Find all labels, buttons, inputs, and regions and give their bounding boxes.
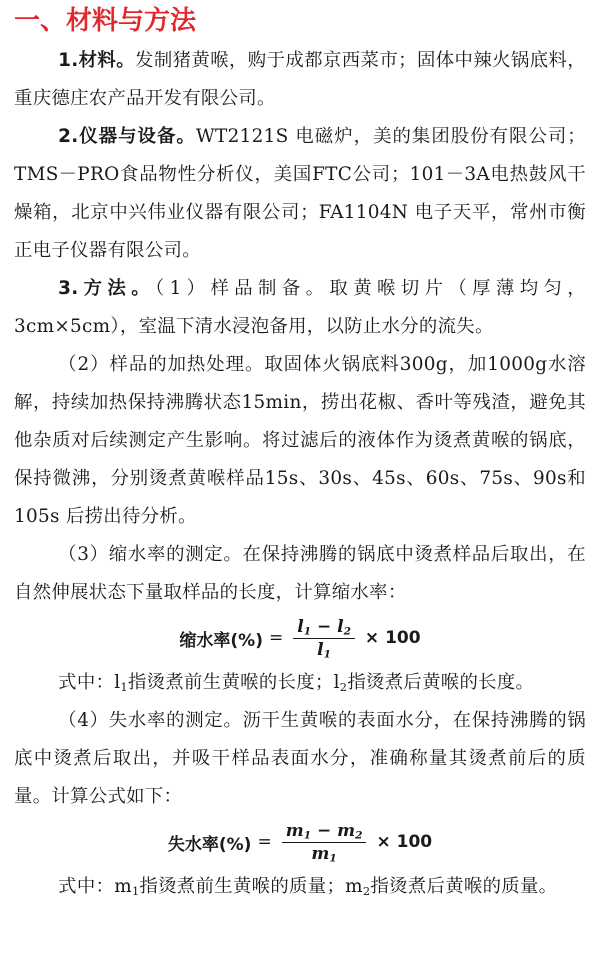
equals-sign: = <box>268 628 284 648</box>
water-loss-note: 式中：$m_1$指烫煮前生黄喉的质量；$m_2$指烫煮后黄喉的质量。 <box>58 876 558 898</box>
shrinkage-formula <box>14 612 586 664</box>
materials-text: 发制猪黄喉，购于成都京西菜市；固体中辣火锅底料，重庆德庄农产品开发有限公司。 <box>14 50 586 109</box>
fraction <box>293 617 355 660</box>
equipment-lead: 2.仪器与设备。 <box>58 126 196 147</box>
formula-name: 缩水率(%) <box>179 630 263 651</box>
heating-paragraph: （2）样品的加热处理。取固体火锅底料300g，加1000g水溶解，持续加热保持沸腾状态15min，捞出花椒、香叶等残渣，避免其他杂质对后续测定产生影响。将过滤后的液体作为烫煮黄喉的锅底，保持微沸，分别烫煮黄喉样品15s、30s、45s、60s、75s、90s和105s 后捞出待分析。 <box>14 354 586 527</box>
formula-name: 失水率(%) <box>167 834 252 855</box>
equipment-text: WT2121S 电磁炉，美的集团股份有限公司；TMS－PRO食品物性分析仪，美国FTC公司；101－3A电热鼓风干燥箱，北京中兴伟业仪器有限公司；FA1104N 电子天平，常州市衡正电子仪器有限公司。 <box>14 126 586 261</box>
fraction-numerator: $m_1 - m_2$ <box>282 821 367 843</box>
section-heading: 一、材料与方法 <box>14 6 197 36</box>
methods-lead: 3.方法。 <box>58 278 155 299</box>
methods-text: （1）样品制备。取黄喉切片（厚薄均匀，3cm×5cm），室温下清水浸泡备用，以防止水分的流失。 <box>14 278 586 337</box>
fraction-numerator: $l_1 - l_2$ <box>293 617 355 639</box>
shrinkage-paragraph: （3）缩水率的测定。在保持沸腾的锅底中烫煮样品后取出，在自然伸展状态下量取样品的长度，计算缩水率： <box>14 544 586 603</box>
multiplier: × 100 <box>376 832 433 852</box>
fraction-denominator: $m_1$ <box>311 843 337 865</box>
equipment-paragraph <box>14 118 586 270</box>
shrinkage-note: 式中：$l_1$指烫煮前生黄喉的长度；$l_2$指烫煮后黄喉的长度。 <box>58 672 535 694</box>
materials-paragraph <box>14 42 586 118</box>
equals-sign: = <box>257 832 272 852</box>
materials-lead: 1.材料。 <box>58 50 136 71</box>
water-loss-formula <box>14 816 586 868</box>
methods-paragraph <box>14 270 586 346</box>
fraction <box>282 821 367 864</box>
fraction-denominator: $l_1$ <box>317 639 331 661</box>
water-loss-paragraph: （4）失水率的测定。沥干生黄喉的表面水分，在保持沸腾的锅底中烫煮后取出，并吸干样品表面水分，准确称量其烫煮前后的质量。计算公式如下： <box>14 710 586 807</box>
multiplier: × 100 <box>364 628 421 648</box>
